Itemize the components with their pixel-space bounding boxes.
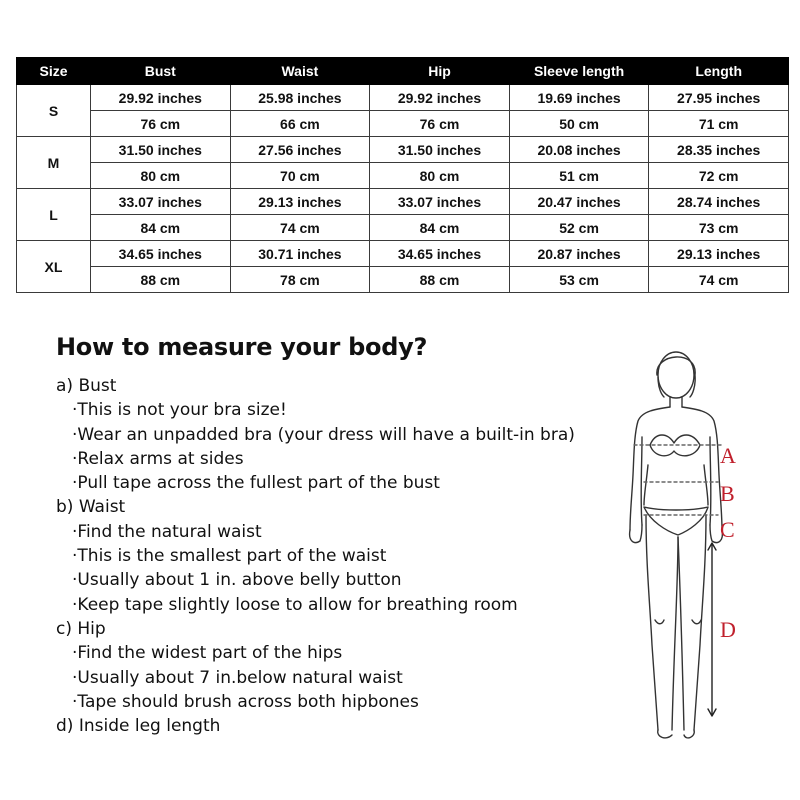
waist-inches: 27.56 inches: [230, 137, 370, 163]
hip-inches: 34.65 inches: [370, 241, 510, 267]
length-cm: 73 cm: [649, 215, 789, 241]
length-cm: 72 cm: [649, 163, 789, 189]
sleeve-cm: 53 cm: [509, 267, 649, 293]
waist-cm: 70 cm: [230, 163, 370, 189]
measure-instruction: ·This is not your bra size!: [72, 400, 287, 421]
size-chart-body: [17, 85, 789, 293]
header-size: Size: [17, 58, 91, 85]
length-cm: 71 cm: [649, 111, 789, 137]
table-row: [17, 111, 789, 137]
hip-cm: 88 cm: [370, 267, 510, 293]
waist-cm: 78 cm: [230, 267, 370, 293]
measure-instruction: ·Usually about 7 in.below natural waist: [72, 667, 403, 688]
sleeve-inches: 20.08 inches: [509, 137, 649, 163]
body-outline-illustration: [600, 345, 780, 745]
header-bust: Bust: [91, 58, 231, 85]
measure-instruction: ·Find the natural waist: [72, 521, 262, 542]
hip-cm: 76 cm: [370, 111, 510, 137]
hip-inches: 29.92 inches: [370, 85, 510, 111]
measure-instruction: ·Usually about 1 in. above belly button: [72, 570, 402, 591]
size-label: L: [17, 189, 91, 241]
figure-label-d: D: [720, 617, 736, 642]
figure-label-c: C: [720, 517, 735, 542]
header-length: Length: [649, 58, 789, 85]
measure-instruction: ·Wear an unpadded bra (your dress will have a built-in bra): [72, 424, 575, 445]
measure-instruction: ·Find the widest part of the hips: [72, 643, 343, 664]
bust-inches: 34.65 inches: [91, 241, 231, 267]
length-inches: 28.35 inches: [649, 137, 789, 163]
bust-inches: 33.07 inches: [91, 189, 231, 215]
bust-cm: 84 cm: [91, 215, 231, 241]
bust-inches: 29.92 inches: [91, 85, 231, 111]
length-inches: 27.95 inches: [649, 85, 789, 111]
length-inches: 28.74 inches: [649, 189, 789, 215]
header-hip: Hip: [370, 58, 510, 85]
measure-instruction: ·Keep tape slightly loose to allow for breathing room: [72, 594, 518, 615]
sleeve-cm: 51 cm: [509, 163, 649, 189]
size-chart-table: [16, 57, 789, 293]
hip-cm: 80 cm: [370, 163, 510, 189]
measure-section-heading: a) Bust: [56, 376, 117, 396]
hip-inches: 33.07 inches: [370, 189, 510, 215]
table-row: [17, 241, 789, 267]
measure-instruction: ·This is the smallest part of the waist: [72, 546, 387, 567]
bust-cm: 76 cm: [91, 111, 231, 137]
hip-cm: 84 cm: [370, 215, 510, 241]
measure-section-heading: b) Waist: [56, 497, 126, 518]
waist-cm: 66 cm: [230, 111, 370, 137]
table-row: [17, 137, 789, 163]
body-measurement-figure: [600, 345, 780, 745]
measure-section-heading: d) Inside leg length: [56, 716, 221, 737]
measure-title: How to measure your body?: [56, 333, 428, 361]
bust-cm: 88 cm: [91, 267, 231, 293]
measure-instructions: [56, 374, 575, 738]
table-row: [17, 163, 789, 189]
table-row: [17, 85, 789, 111]
size-chart-header: [17, 58, 789, 85]
waist-inches: 30.71 inches: [230, 241, 370, 267]
sleeve-cm: 50 cm: [509, 111, 649, 137]
measure-instruction: ·Pull tape across the fullest part of the bust: [72, 473, 440, 494]
sleeve-inches: 20.87 inches: [509, 241, 649, 267]
measure-instruction: ·Relax arms at sides: [72, 448, 244, 469]
measure-instruction: ·Tape should brush across both hipbones: [72, 691, 419, 712]
bust-inches: 31.50 inches: [91, 137, 231, 163]
bust-cm: 80 cm: [91, 163, 231, 189]
sleeve-inches: 19.69 inches: [509, 85, 649, 111]
figure-label-b: B: [720, 481, 735, 506]
waist-cm: 74 cm: [230, 215, 370, 241]
hip-inches: 31.50 inches: [370, 137, 510, 163]
sleeve-cm: 52 cm: [509, 215, 649, 241]
size-label: S: [17, 85, 91, 137]
size-label: M: [17, 137, 91, 189]
waist-inches: 29.13 inches: [230, 189, 370, 215]
measure-section-heading: c) Hip: [56, 618, 106, 639]
length-cm: 74 cm: [649, 267, 789, 293]
table-row: [17, 215, 789, 241]
header-sleeve-length: Sleeve length: [509, 58, 649, 85]
table-row: [17, 267, 789, 293]
length-inches: 29.13 inches: [649, 241, 789, 267]
sleeve-inches: 20.47 inches: [509, 189, 649, 215]
size-label: XL: [17, 241, 91, 293]
figure-label-a: A: [720, 443, 736, 468]
table-row: [17, 189, 789, 215]
waist-inches: 25.98 inches: [230, 85, 370, 111]
header-waist: Waist: [230, 58, 370, 85]
